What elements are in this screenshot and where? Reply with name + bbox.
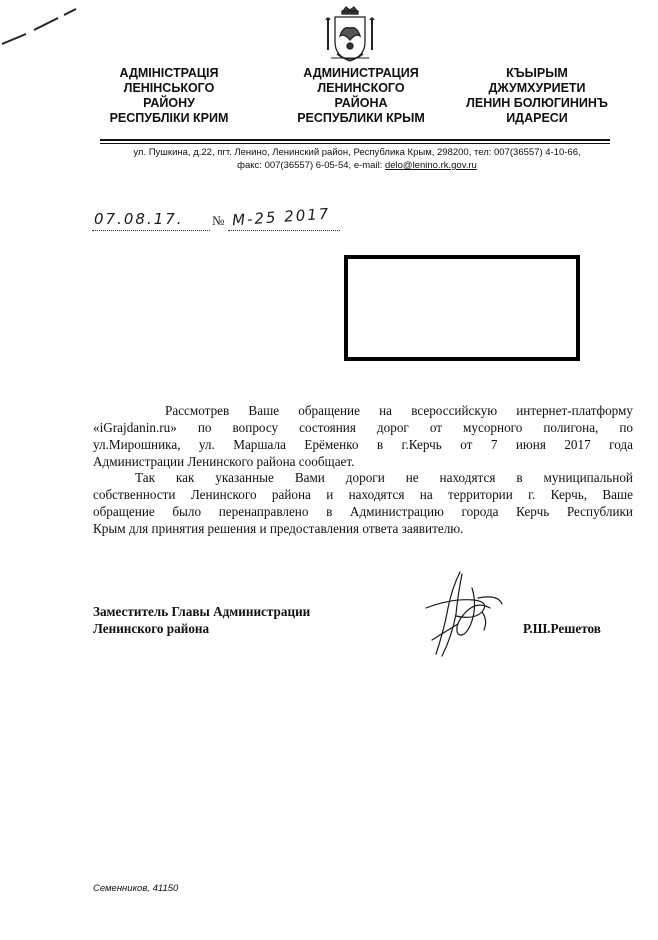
header-line: КЪЫРЫМ xyxy=(506,66,568,80)
registration-number: М-25 2017 xyxy=(231,204,331,230)
text-line: Администрации Ленинского района сообщает. xyxy=(93,454,355,469)
signatory-title xyxy=(93,603,310,637)
text-line: Так как указанные Вами дороги не находятся в муниципальной xyxy=(135,470,633,485)
header-line: РЕСПУБЛІКИ КРИМ xyxy=(109,111,229,125)
header-line: РАЙОНА xyxy=(334,96,388,110)
text-line: обращение было перенаправлено в Администрацию города Керчь Республики xyxy=(93,504,633,519)
body-paragraph-1 xyxy=(93,402,633,470)
header-line: ИДАРЕСИ xyxy=(506,111,568,125)
header-divider xyxy=(100,139,610,141)
text-line: «iGrajdanin.ru» по вопросу состояния дорог от мусорного полигона, по xyxy=(93,420,633,435)
handwritten-signature xyxy=(412,568,508,660)
address-block xyxy=(104,146,610,172)
header-line: РЕСПУБЛИКИ КРЫМ xyxy=(297,111,425,125)
contacts-text: факс: 007(36557) 6-05-54, e-mail: xyxy=(237,160,385,171)
header-line: ЛЕНИНСКОГО xyxy=(317,81,405,95)
header-line: ДЖУМХУРИЕТИ xyxy=(488,81,586,95)
number-underline xyxy=(228,230,340,231)
registration-date: 07.08.17. xyxy=(94,210,184,228)
header-russian xyxy=(276,66,446,126)
text-line: Крым для принятия решения и предоставления ответа заявителю. xyxy=(93,521,464,536)
body-paragraph-2 xyxy=(93,469,633,537)
header-line: РАЙОНУ xyxy=(143,96,195,110)
header-line: ЛЕНИН БОЛЮГИНИНЪ xyxy=(466,96,608,110)
executor-note: Семенников, 41150 xyxy=(93,883,179,894)
header-divider-thin xyxy=(100,143,610,144)
header-crimean-tatar xyxy=(452,66,622,126)
email-link[interactable]: delo@lenino.rk.gov.ru xyxy=(384,160,477,171)
redacted-addressee-box xyxy=(344,255,580,361)
address-line: ул. Пушкина, д.22, пгт. Ленино, Ленинский район, Республика Крым, 298200, тел: 007(36557) 4-10-66, xyxy=(133,147,581,158)
signatory-title-line: Заместитель Главы Администрации xyxy=(93,604,311,619)
signatory-title-line: Ленинского района xyxy=(93,621,210,636)
scan-mark xyxy=(0,0,80,50)
signatory-name: Р.Ш.Решетов xyxy=(523,621,601,636)
header-line: АДМИНИСТРАЦИЯ xyxy=(303,66,419,80)
crimea-coat-of-arms-icon xyxy=(323,6,377,64)
text-line: Рассмотрев Ваше обращение на всероссийскую интернет-платформу xyxy=(165,403,633,418)
address-line xyxy=(104,159,610,172)
header-ukrainian xyxy=(84,66,254,126)
header-line: АДМІНІСТРАЦІЯ xyxy=(119,66,219,80)
text-line: собственности Ленинского района и находятся на территории г. Керчь, Ваше xyxy=(93,487,633,502)
header-line: ЛЕНІНСЬКОГО xyxy=(123,81,215,95)
registration-line xyxy=(92,204,352,238)
text-line: ул.Мирошника, ул. Маршала Ерёменко в г.Керчь от 7 июня 2017 года xyxy=(93,437,633,452)
date-underline xyxy=(92,230,210,231)
number-sign: № xyxy=(212,213,225,228)
